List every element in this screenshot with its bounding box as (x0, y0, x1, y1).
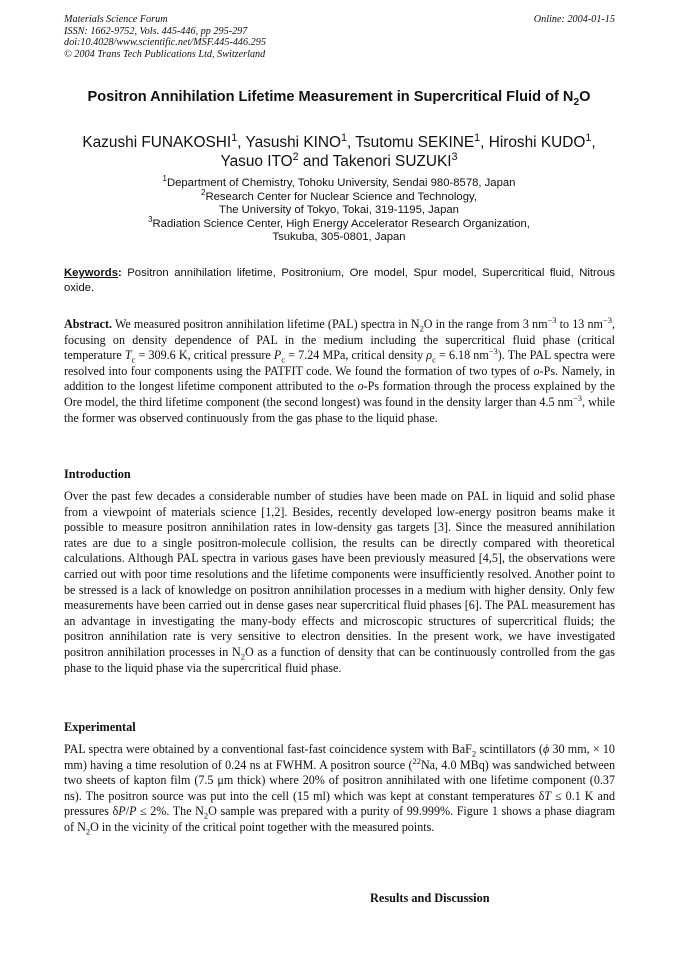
paragraph-text: / (125, 804, 130, 819)
author-name: Kazushi FUNAKOSHI (82, 134, 232, 151)
introduction-paragraph (64, 489, 615, 676)
affiliation-1 (40, 174, 638, 191)
symbol: P (273, 348, 282, 363)
keywords-label: Keywords (64, 267, 118, 279)
paragraph-text: scintillators ( (476, 742, 544, 756)
online-date: Online: 2004-01-15 (533, 14, 615, 25)
symbol: T (544, 788, 552, 803)
superscript: −3 (488, 346, 498, 357)
subscript: 2 (203, 810, 209, 821)
author-name: , Tsutomu SEKINE (346, 134, 475, 151)
author-affil-mark: 1 (474, 131, 481, 144)
affiliation-number: 2 (201, 187, 206, 197)
title-text: Positron Annihilation Lifetime Measurement in Supercritical Fluid of N (87, 89, 574, 105)
symbol: T (124, 348, 132, 363)
abstract (64, 314, 615, 426)
symbol: ρ (426, 348, 433, 363)
affiliation-text: Department of Chemistry, Tohoku University, Sendai 980-8578, Japan (166, 177, 516, 189)
affiliations (40, 174, 638, 245)
symbol: o (533, 363, 540, 378)
subscript: 2 (471, 748, 477, 759)
journal-name: Materials Science Forum (64, 14, 168, 25)
author-line-2 (40, 152, 638, 171)
abstract-text: = 6.18 nm (435, 348, 489, 363)
affiliation-number: 1 (162, 174, 167, 184)
symbol: P (129, 804, 137, 819)
affiliation-3 (40, 215, 638, 232)
paragraph-text: ≤ 0.1 K and pressures δ (64, 788, 616, 819)
author-name: , Hiroshi KUDO (480, 134, 586, 151)
paragraph-text: Over the past few decades a considerable number of studies have been made on PAL in liquid and solid phase from a viewpoint of materials science [1,2]. Besides, recently developed low-energy positron beams make it possible to measure positron annihilation rates in low-density gas targets [3]. Since the measured annihilation rates are due to a single positron-molecule collision, the results can be directly compared with theoretical calculations. Although PAL spectra in various gases have been previously measured [4,5], the observations were carried out with poor time resolutions and the lifetime components were insufficiently resolved. Another point to be stressed is a lack of knowledge on positron annihilation processes in a medium with higher density. Only few measurements have been carried out in dense gases near supercritical fluid phases [6]. The PAL measurement has an advantage in investigating the many-body effects and microscopic structures of supercritical fluids; the positron annihilation rate is very sensitive to electron densities. In the present work, we have investigated positron annihilation processes in N (64, 489, 615, 659)
keywords-text: Positron annihilation lifetime, Positronium, Ore model, Spur model, Supercritical fluid, Nitrous oxide. (64, 267, 615, 295)
subscript: 2 (419, 323, 424, 334)
subscript: 2 (240, 651, 245, 662)
symbol: P (118, 804, 126, 819)
keywords (64, 266, 615, 297)
abstract-text: = 7.24 MPa, critical density (285, 348, 427, 363)
paragraph-text: 30 mm, × 10 mm) having a time resolution of 0.24 ns at FWHM. A positron source ( (64, 742, 615, 772)
symbol: o (357, 379, 364, 394)
author-affil-mark: 1 (585, 131, 592, 144)
paragraph-text: O sample was prepared with a purity of 99.999%. Figure 1 shows a phase diagram of N (64, 804, 616, 834)
author-list (40, 133, 638, 171)
section-heading-results: Results and Discussion (370, 891, 490, 905)
doi-line: doi:10.4028/www.scientific.net/MSF.445-446.295 (64, 37, 266, 49)
subscript: c (432, 354, 436, 365)
affiliation-3-cont: Tsukuba, 305-0801, Japan (272, 231, 406, 244)
affiliation-2 (40, 187, 638, 205)
subscript: 2 (85, 826, 91, 837)
paragraph-text: O as a function of density that can be continuously controlled from the gas phase to the liquid phase via the supercritical fluid phase. (64, 644, 615, 675)
section-heading-experimental: Experimental (64, 720, 136, 734)
affiliation-number: 3 (148, 215, 153, 225)
abstract-text: , while the former was observed continuously from the gas phase to the liquid phase. (64, 394, 615, 425)
paragraph-text: ≤ 2%. The N (136, 804, 204, 819)
paragraph-text: PAL spectra were obtained by a conventional fast-fast coincidence system with BaF (64, 742, 472, 756)
superscript: −3 (547, 314, 557, 325)
author-affil-mark: 1 (340, 131, 347, 144)
subscript: c (281, 354, 286, 365)
author-affil-mark: 1 (231, 131, 238, 144)
superscript: 22 (412, 755, 421, 766)
affiliation-2-cont: The University of Tokyo, Tokai, 319-1195, Japan (219, 204, 459, 217)
section-heading-introduction: Introduction (64, 467, 131, 481)
abstract-text: to 13 nm (556, 317, 603, 331)
abstract-label: Abstract. (64, 317, 113, 331)
symbol: ϕ (543, 742, 550, 756)
keywords-colon: : (118, 267, 122, 279)
abstract-text: -Ps formation through the process explained by the Ore model, the third lifetime component (the second longest) was found in the density larger than 4.5 nm (64, 379, 615, 409)
author-separator: , (591, 134, 596, 151)
abstract-text: O in the range from 3 nm (423, 317, 548, 331)
paper-title (40, 89, 638, 108)
author-name: , Yasushi KINO (237, 134, 341, 151)
superscript: −3 (573, 392, 583, 403)
author-line-1 (40, 133, 638, 152)
author-affil-mark: 2 (292, 150, 299, 163)
copyright-line: © 2004 Trans Tech Publications Ltd, Switzerland (64, 48, 266, 60)
paragraph-text: O in the vicinity of the critical point together with the measured points. (90, 819, 435, 834)
abstract-text: We measured positron annihilation lifetime (PAL) spectra in N (112, 317, 420, 331)
paragraph-text: Na, 4.0 MBq) was sandwiched between two sheets of kapton film (7.5 μm thick) where 20% of positron annihilated with one lifetime component (0.37 ns). The positron source was put into the cell (15 ml) which was kept at constant temperatures δ (64, 757, 615, 803)
author-affil-mark: 3 (451, 150, 458, 163)
experimental-paragraph (64, 742, 615, 836)
abstract-text: ). The PAL spectra were resolved into four components using the PATFIT code. We found the formation of two types of (64, 348, 615, 378)
abstract-text: -Ps. Namely, in addition to the longest lifetime component attributed to the (64, 363, 615, 394)
author-name: Yasuo ITO (220, 153, 293, 170)
affiliation-text: Radiation Science Center, High Energy Accelerator Research Organization, (152, 217, 530, 230)
title-sub: 2 (573, 96, 580, 108)
journal-header (64, 14, 615, 60)
subscript: c (131, 354, 136, 365)
superscript: −3 (602, 314, 612, 325)
abstract-text: , focusing on density dependence of PAL in the medium including the supercritical fluid phase (critical temperature (64, 317, 615, 363)
issn-line: ISSN: 1662-9752, Vols. 445-446, pp 295-297 (64, 25, 248, 37)
author-name: and Takenori SUZUKI (298, 153, 452, 170)
title-end: O (579, 89, 591, 105)
abstract-text: = 309.6 K, critical pressure (135, 348, 274, 363)
affiliation-text: Research Center for Nuclear Science and Technology, (205, 190, 477, 203)
